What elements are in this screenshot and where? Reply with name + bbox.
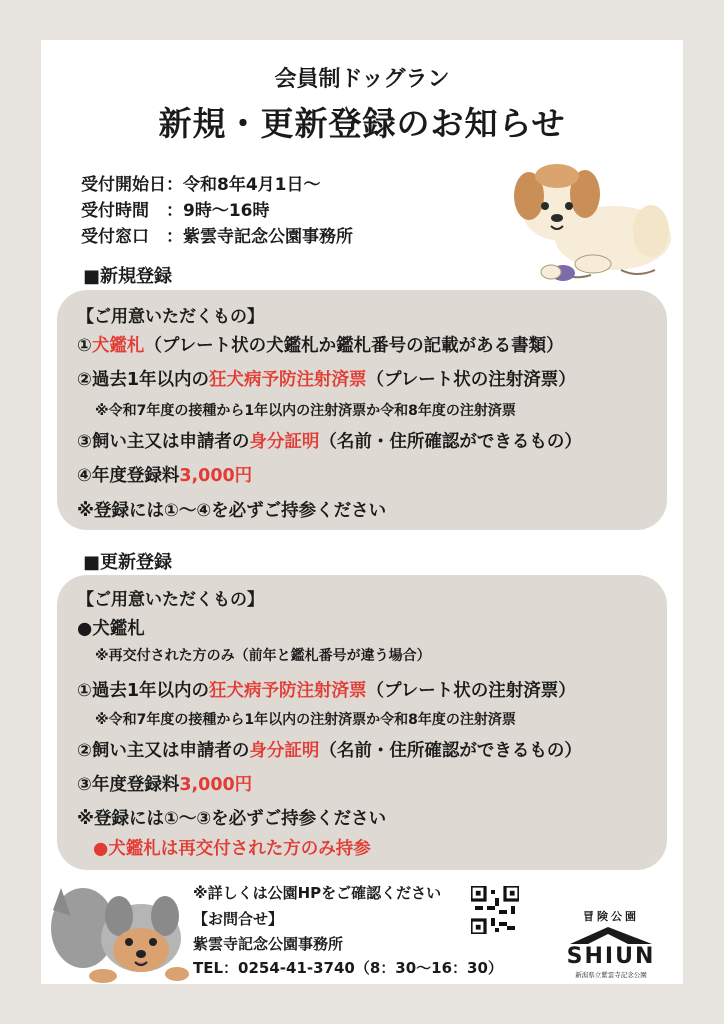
renewal-tag-item: ●犬鑑札 (77, 619, 145, 639)
roof-logo-icon (568, 924, 654, 946)
section-heading-new: ■新規登録 (83, 266, 173, 287)
sitting-dog-illustration (501, 146, 681, 286)
subtitle: 会員制ドッグラン (274, 67, 450, 92)
new-item-2: ②過去1年以内の狂犬病予防注射済票（プレート状の注射済票） (77, 370, 576, 390)
park-logo (556, 908, 666, 979)
renewal-item-1-note: ※令和7年度の接種から1年以内の注射済票か令和8年度の注射済票 (95, 712, 516, 728)
qr-code-icon (471, 886, 519, 934)
logo-name: SHIUN (566, 944, 656, 969)
hp-note: ※詳しくは公園HPをご確認ください (193, 884, 442, 902)
contact-heading: 【お問合せ】 (193, 910, 284, 928)
renewal-item-1: ①過去1年以内の狂犬病予防注射済票（プレート状の注射済票） (77, 681, 576, 701)
new-item-2-note: ※令和7年度の接種から1年以内の注射済票か令和8年度の注射済票 (95, 403, 516, 419)
page-title: 新規・更新登録のお知らせ (158, 104, 566, 143)
new-item-1: ①犬鑑札（プレート状の犬鑑札か鑑札番号の記載がある書類） (77, 336, 564, 356)
renewal-requirements-box (57, 575, 667, 870)
renewal-closing: ※登録には①～③を必ずご持参ください (77, 809, 387, 829)
renewal-item-2: ②飼い主又は申請者の身分証明（名前・住所確認ができるもの） (77, 741, 582, 761)
logo-top-text: 冒険公園 (583, 910, 639, 923)
renewal-warning: ●犬鑑札は再交付された方のみ持参 (93, 839, 371, 859)
new-item-4: ④年度登録料3,000円 (77, 466, 253, 486)
new-closing: ※登録には①～④を必ずご持参ください (77, 501, 387, 521)
info-hours: 受付時間 ：9時～16時 (81, 201, 270, 221)
yorkie-dog-illustration (41, 878, 191, 984)
flyer (41, 40, 683, 984)
logo-subtext: 新潟県立紫雲寺記念公園 (575, 971, 647, 979)
info-counter: 受付窓口 ：紫雲寺記念公園事務所 (81, 227, 353, 247)
renewal-item-3: ③年度登録料3,000円 (77, 775, 253, 795)
info-start-date: 受付開始日：令和8年4月1日～ (81, 175, 321, 195)
box-heading: 【ご用意いただくもの】 (77, 307, 264, 327)
new-item-3: ③飼い主又は申請者の身分証明（名前・住所確認ができるもの） (77, 432, 582, 452)
office-name: 紫雲寺記念公園事務所 (193, 935, 344, 953)
section-heading-renewal: ■更新登録 (83, 552, 173, 573)
new-requirements-box (57, 290, 667, 530)
contact-tel: TEL：0254-41-3740（8：30～16：30） (193, 959, 503, 977)
renewal-tag-note: ※再交付された方のみ（前年と鑑札番号が違う場合） (95, 648, 431, 664)
box-heading: 【ご用意いただくもの】 (77, 590, 264, 610)
